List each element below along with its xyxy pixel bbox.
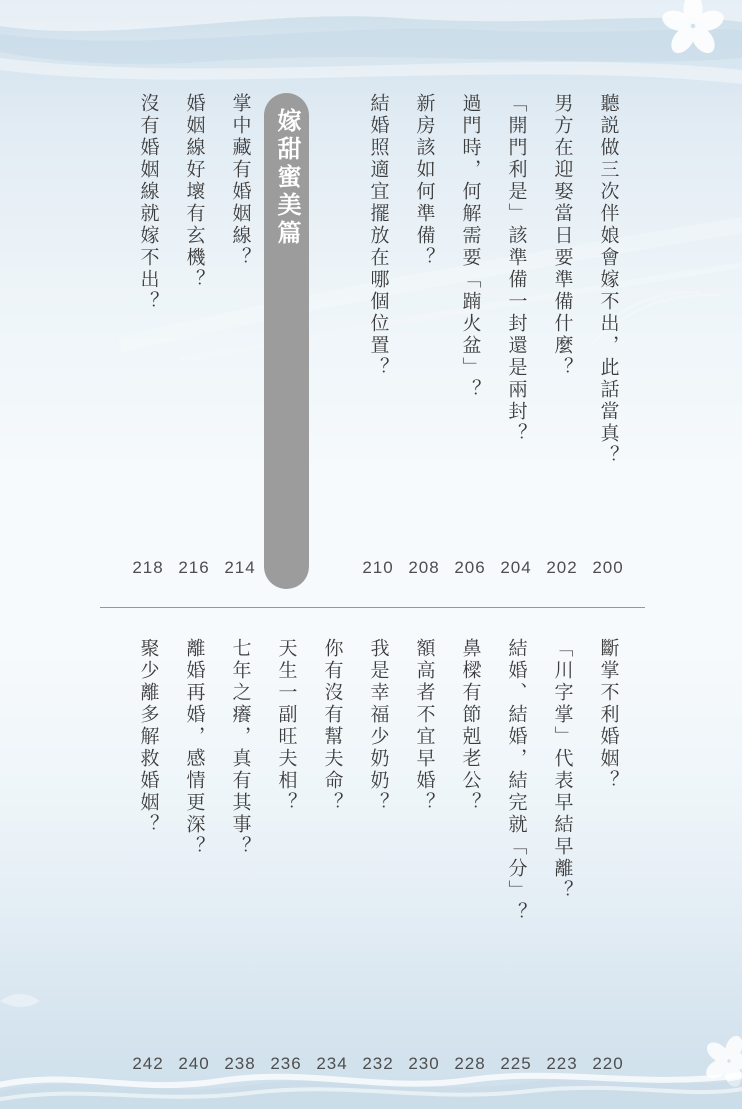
toc-entry-title: 過門時，何解需要「𨂾火盆」？ — [459, 93, 481, 401]
toc-entry-title: 「開門利是」該準備一封還是兩封？ — [505, 93, 527, 445]
toc-entry — [217, 93, 263, 580]
toc-entry — [355, 638, 401, 1076]
section-badge — [263, 93, 309, 580]
page-number: 234 — [316, 1054, 348, 1073]
sakura-icon — [653, 0, 733, 66]
toc-entry-title: 男方在迎娶當日要準備什麼？ — [551, 93, 573, 379]
page-number: 236 — [270, 1054, 302, 1073]
toc-entry-title: 婚姻線好壞有玄機？ — [183, 93, 205, 291]
page-number: 202 — [546, 558, 578, 577]
page-number: 200 — [592, 558, 624, 577]
toc-entry — [217, 638, 263, 1076]
page-number: 238 — [224, 1054, 256, 1073]
toc-entry — [493, 93, 539, 580]
toc-entry-title: 結婚照適宜擺放在哪個位置？ — [367, 93, 389, 379]
page-number: 206 — [454, 558, 486, 577]
toc-entry — [447, 638, 493, 1076]
page-number: 216 — [178, 558, 210, 577]
toc-entry — [585, 93, 631, 580]
toc-entry — [171, 93, 217, 580]
toc-section-top — [125, 93, 631, 580]
section-badge-pill — [264, 93, 309, 589]
page-number: 218 — [132, 558, 164, 577]
toc-entry — [309, 638, 355, 1076]
page-number: 223 — [546, 1054, 578, 1073]
page-number: 210 — [362, 558, 394, 577]
page-number: 240 — [178, 1054, 210, 1073]
toc-entry-title: 七年之癢，真有其事？ — [229, 638, 251, 858]
toc-entry — [401, 638, 447, 1076]
page-number: 204 — [500, 558, 532, 577]
toc-entry-title: 新房該如何準備？ — [413, 93, 435, 269]
toc-entry-title: 斷掌不利婚姻？ — [597, 638, 619, 792]
toc-entry-title: 結婚、結婚，結完就「分」？ — [505, 638, 527, 924]
section-divider — [100, 607, 645, 608]
toc-entry-title: 離婚再婚，感情更深？ — [183, 638, 205, 858]
toc-entry — [355, 93, 401, 580]
spacer — [309, 93, 355, 580]
toc-section-bottom — [125, 638, 631, 1076]
page-number: 214 — [224, 558, 256, 577]
page-number: 228 — [454, 1054, 486, 1073]
toc-entry — [125, 638, 171, 1076]
page-number: 220 — [592, 1054, 624, 1073]
toc-entry — [493, 638, 539, 1076]
page-number: 208 — [408, 558, 440, 577]
toc-entry-title: 掌中藏有婚姻線？ — [229, 93, 251, 269]
toc-entry — [447, 93, 493, 580]
toc-entry-title: 你有沒有幫夫命？ — [321, 638, 343, 814]
toc-entry-title: 「川字掌」代表早結早離？ — [551, 638, 573, 902]
toc-entry-title: 聽説做三次伴娘會嫁不出，此話當真？ — [597, 93, 619, 467]
toc-entry — [171, 638, 217, 1076]
sakura-icon — [696, 1028, 742, 1094]
toc-entry-title: 聚少離多解救婚姻？ — [137, 638, 159, 836]
toc-entry-title: 天生一副旺夫相？ — [275, 638, 297, 814]
toc-entry-title: 我是幸福少奶奶？ — [367, 638, 389, 814]
toc-entry-title: 沒有婚姻線就嫁不出？ — [137, 93, 159, 313]
toc-entry — [125, 93, 171, 580]
page-number: 230 — [408, 1054, 440, 1073]
toc-entry-title: 鼻樑有節剋老公？ — [459, 638, 481, 814]
toc-entry — [539, 638, 585, 1076]
toc-entry — [263, 638, 309, 1076]
toc-entry-title: 額高者不宜早婚？ — [413, 638, 435, 814]
page-number: 232 — [362, 1054, 394, 1073]
section-badge-label: 嫁甜蜜美篇 — [273, 108, 300, 248]
page-number: 242 — [132, 1054, 164, 1073]
page-number: 225 — [500, 1054, 532, 1073]
toc-entry — [585, 638, 631, 1076]
toc-entry — [401, 93, 447, 580]
toc-entry — [539, 93, 585, 580]
